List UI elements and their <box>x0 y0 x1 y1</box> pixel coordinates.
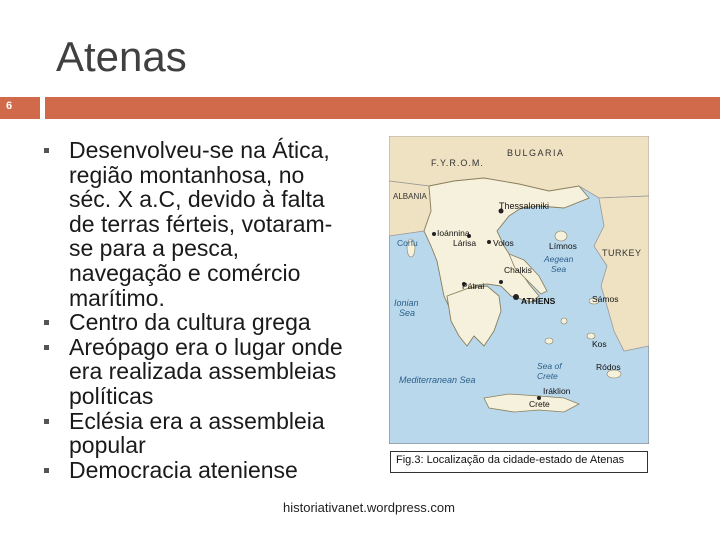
slide-number: 6 <box>6 100 13 112</box>
map-label-rodos: Ródos <box>596 362 621 372</box>
bullet-marker-icon <box>44 148 49 153</box>
map-label-bulgaria: BULGARIA <box>507 148 565 158</box>
map-label-ioannina: Ioánnina <box>437 228 470 238</box>
image-credit: historiativanet.wordpress.com <box>283 500 455 515</box>
bullet-marker-icon <box>44 468 49 473</box>
bullet-text: Eclésia era a assembleia popular <box>69 407 325 459</box>
bullet-item <box>44 138 344 310</box>
bullet-marker-icon <box>44 419 49 424</box>
map-label-fyrom: F.Y.R.O.M. <box>431 158 484 168</box>
bullet-text: Democracia ateniense <box>69 456 298 483</box>
bullet-list <box>44 138 344 482</box>
map-label-thessaloniki: Thessaloniki <box>499 201 550 211</box>
map-label-sea-of-crete-1: Sea of <box>537 361 562 371</box>
map-label-turkey: TURKEY <box>602 248 642 258</box>
bullet-text: Centro da cultura grega <box>69 309 311 336</box>
map-label-corfu: Corfu <box>397 238 418 248</box>
map-label-aegean: Aegean <box>544 254 574 264</box>
bullet-text: Areópago era o lugar onde era realizada assembleias políticas <box>69 333 343 409</box>
bullet-text: Desenvolveu-se na Ática, região montanhosa, no séc. X a.C, devido à falta de terras férteis, votaram-se para a pesca, navegação e comércio marítimo. <box>69 137 333 311</box>
map-label-chalkis: Chalkis <box>504 265 532 275</box>
bullet-item <box>44 335 344 409</box>
athens-marker-icon <box>513 294 519 300</box>
figure-caption: Fig.3: Localização da cidade-estado de Atenas <box>390 451 648 473</box>
map-label-samos: Sámos <box>592 294 619 304</box>
bullet-item <box>44 458 344 483</box>
map-label-sea-of-crete-2: Crete <box>537 371 558 381</box>
map-label-ionian-sea: Sea <box>399 308 416 318</box>
slide-number-box <box>0 97 40 119</box>
bullet-item <box>44 310 344 335</box>
map-label-patrai: Pátrai <box>462 281 485 291</box>
bullet-marker-icon <box>44 320 49 325</box>
map-label-athens: ATHENS <box>521 296 556 306</box>
bullet-marker-icon <box>44 345 49 350</box>
bullet-item <box>44 409 344 458</box>
greece-map <box>389 136 649 444</box>
slide-title: Atenas <box>56 33 187 80</box>
map-label-aegean-sea: Sea <box>551 264 567 274</box>
map-label-mediterranean: Mediterranean Sea <box>399 375 476 385</box>
header-bar <box>45 97 720 119</box>
map-label-iraklion: Iráklion <box>543 386 571 396</box>
map-label-larisa: Lárisa <box>453 238 477 248</box>
map-label-albania: ALBANIA <box>393 192 427 201</box>
map-label-kos: Kos <box>592 339 607 349</box>
map-label-volos: Volos <box>493 238 514 248</box>
map-label-crete: Crete <box>529 399 550 409</box>
map-label-ionian: Ionian <box>394 298 419 308</box>
map-label-limnos: Límnos <box>549 241 577 251</box>
